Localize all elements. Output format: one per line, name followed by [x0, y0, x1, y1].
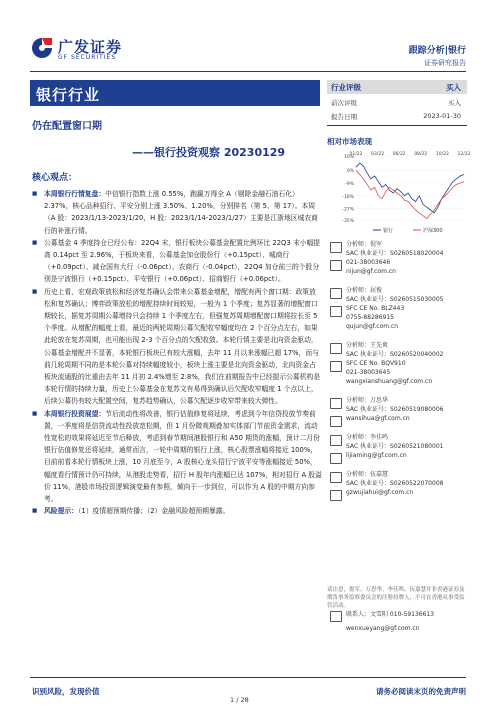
analyst-line: SFC CE No. BQV910 [346, 360, 406, 367]
analyst-line: 021-38003645 [346, 369, 391, 376]
x-tick-label: 12/22 [457, 152, 471, 157]
phone-icon [330, 306, 342, 317]
logo-text: 广发证券 [58, 38, 123, 56]
report-subtitle: 仍在配置窗口期 [32, 121, 102, 132]
series-line-0 [356, 163, 464, 213]
analyst-line: SAC 执业证号：S0260515030005 [346, 296, 444, 303]
paragraph: ■ 风险提示：（1）疫情超预期传播；（2）金融风险超预期暴露。 [32, 505, 322, 517]
analyst-line: qujun@gf.com.cn [346, 323, 399, 330]
paragraph: ■ 本周银行行情复盘：中信银行指数上涨 0.55%，跑赢万得全 A（剔除金融石油石化）2.37%，核心品种招行、平安分别上涨 3.50%、1.20%，分别排名（第 5、第 17）。本周（A 股：2023/1/13-2023/1/20，H 股：2023/1/14-2023/1/27）主要是江浙地区城农商行的补涨行情。 [32, 188, 322, 237]
report-date-value: 2023-01-30 [423, 112, 461, 120]
contact-person: 文雪阳 010-59136613 [370, 611, 435, 618]
phone-icon [330, 416, 342, 427]
industry-title: 银行行业 [36, 86, 101, 104]
page-number: 1 / 28 [230, 696, 249, 704]
analyst-line: 分析师：伍嘉慧 [346, 471, 389, 478]
analyst-line: 分析师：李佳鸣 [346, 434, 389, 441]
x-tick-label: 03/22 [371, 152, 385, 157]
analyst-line: SAC 执业证号：S0260518020004 [346, 250, 444, 257]
phone-icon [330, 490, 342, 501]
relative-performance-chart [338, 150, 471, 235]
prev-rating-value: 买入 [448, 99, 461, 107]
analyst-line: 分析师：万思华 [346, 397, 389, 404]
analyst-line: SAC 执业证号：S0260521080001 [346, 443, 444, 450]
market-performance-label: 相对市场表现 [327, 137, 372, 146]
gf-logo-icon [31, 37, 53, 59]
analyst-line: SAC 执业证号：S0260519080006 [346, 406, 444, 413]
report-type: 跟踪分析|银行 [408, 46, 466, 56]
y-tick-label: -35% [342, 219, 354, 224]
legend-label: 沪深300 [423, 228, 443, 234]
paragraph: ■ 历史上看，宏观政策放松和经济复苏确认会带来公募基金增配，增配有两个窗口期：政策放松和复苏确认；博弈政策放松的增配持续时间较短，一般为 1 个季度；复苏显著的增配窗口期较长，据复苏周期公募增持只会持续 1 个季度左右，但强复苏周期增配窗口期将拉长至 5 个季度。从增配的幅度上看，最近的两轮周期公募欠配收窄幅度均在 2 个百分点左右，如果此轮放在复苏周期，也可能出现 2-3 个百分点的欠配收敛。本轮行情主要是北向资金驱动，公募基金增配并不显著，本轮银行板块已有较大涨幅，去年 11 月以来涨幅已超 17%，而与前几轮周期不同的是本轮公募对持续幅度较小，板块上涨主要是北向资金驱动，北向资金占板块流通股的比重由去年 11 月初 2.4%增至 2.8%，我们在前期报告中已经提示公募机构是本轮行情的持续力量，历史上公募基金在复苏文有易得到确认后欠配收窄幅度 1 个点以上，后续公募仍有较大配置空间，复苏趋势确认，公募欠配逐步收窄带来较大弹性。 [32, 286, 322, 408]
analyst-icon [330, 472, 342, 483]
x-tick-label: 01/22 [349, 152, 363, 157]
x-tick-label: 08/22 [414, 152, 428, 157]
analyst-card [346, 433, 443, 460]
prev-rating-label: 前次评级 [331, 99, 357, 107]
phone-icon [330, 453, 342, 464]
analyst-card [346, 341, 443, 386]
contact-icon [330, 611, 342, 622]
analyst-icon [330, 343, 342, 354]
series-title: ——银行投资观察 20230129 [132, 146, 286, 159]
y-tick-label: -9% [345, 182, 354, 188]
y-tick-label: -18% [342, 194, 354, 200]
paragraph: ■ 公募基金 4 季度持仓已经公布：22Q4 末，银行板块公募基金配置比例环比 22Q3 末小幅提高 0.14pct 至 2.96%，于板块来看，公募基金加仓股份行（+0.15pct）、城商行（+0.09pct）、减仓国有大行（-0.06pct）、农商行（-0.04pct），22Q4 加仓前三的个股分别是宁波银行（+0.15pct）、平安银行（+0.06pct）、招商银行（+0.06pct）。 [32, 237, 322, 286]
analyst-card [346, 286, 443, 331]
contact-label [346, 610, 434, 619]
analyst-icon [330, 435, 342, 446]
report-date-label: 报告日期 [331, 113, 357, 121]
contact-label-text: 联系人： [346, 611, 371, 618]
header-divider [30, 71, 466, 72]
rating-value: 买入 [446, 83, 461, 92]
analyst-line: SAC 执业证号：S0260522070008 [346, 480, 444, 487]
analyst-line: 021-38003646 [346, 259, 391, 266]
main-body [32, 188, 322, 517]
phone-icon [330, 361, 342, 372]
x-tick-label: 10/22 [435, 152, 449, 157]
analyst-line: 分析师：倪军 [346, 241, 383, 248]
logo-subtext: GF SECURITIES [58, 54, 117, 61]
analyst-line: lijiaming@gf.com.cn [346, 452, 407, 459]
footer-divider [30, 677, 466, 678]
analyst-line: SAC 执业证号：S0260520040002 [346, 351, 444, 358]
rating-header [327, 80, 467, 94]
footer-disclaimer: 请务必阅读末页的免责声明 [376, 687, 466, 696]
analyst-line: 分析师：屈俊 [346, 287, 383, 294]
y-tick-label: -27% [342, 207, 354, 213]
y-tick-label: 10% [343, 155, 354, 160]
analyst-line: SFC CE No. BLZ443 [346, 305, 405, 312]
footer-slogan: 识别风险，发现价值 [32, 687, 100, 696]
analyst-icon [330, 242, 342, 253]
analyst-card [346, 396, 443, 423]
rating-divider [327, 125, 467, 126]
analyst-line: wangxianshuang@gf.com.cn [346, 378, 433, 385]
rating-label: 行业评级 [331, 83, 361, 92]
analyst-card [346, 240, 443, 276]
analyst-line: nijun@gf.com.cn [346, 268, 396, 275]
x-tick-label: 06/22 [392, 152, 406, 157]
y-tick-label: 0% [346, 169, 354, 175]
legend-label: 银行 [383, 228, 394, 234]
analyst-line: wansihua@gf.com.cn [346, 415, 410, 422]
key-points-label: 核心观点： [32, 173, 78, 183]
analyst-line: gzwujiahui@gf.com.cn [346, 489, 414, 496]
report-category: 证券研究报告 [424, 59, 466, 67]
analyst-line: 0755-88286915 [346, 314, 394, 321]
contact-email: wenxueyang@gf.com.cn [346, 625, 420, 632]
analyst-line: 分析师：王先爽 [346, 342, 389, 349]
paragraph: ■ 本周银行投资展望：节后流动性将改善，银行估值修复将延续，考虑到今年信贷投放节奏前置，一季度将是信贷流动性投放宽松期，但 1 月份微观期叠加实体部门节前资金需求，流动性宽松的效果将延迟至节后释放，考虑到春节期间港股银行和 A50 期货的涨幅，预计二月份银行估值修复还将延续，通常而言，一轮中周期的银行上涨，核心股票涨幅将接近 100%，目前前看本轮行情板块上涨，10 月底至今，A 股核心龙头招行宁波平安等涨幅接近 50%，幅度看行情预计仍可持续，从港股走势看，招行 H 股年内涨幅已达 107%，相对招行 A 股溢价 11%，港股市场投资逻辑演变最有参照，倾向于一步到位，可以作为 A 股的中期方向参考。 [32, 408, 322, 506]
disclaimer-note: 请注意，倪军、万思华、李佳鸣、伍嘉慧并非香港证券及期货事务监察委员会的注册持牌人，不可在香港从事受监管活动。 [327, 587, 465, 609]
phone-icon [330, 260, 342, 271]
analyst-icon [330, 288, 342, 299]
analyst-icon [330, 398, 342, 409]
analyst-card [346, 470, 443, 497]
